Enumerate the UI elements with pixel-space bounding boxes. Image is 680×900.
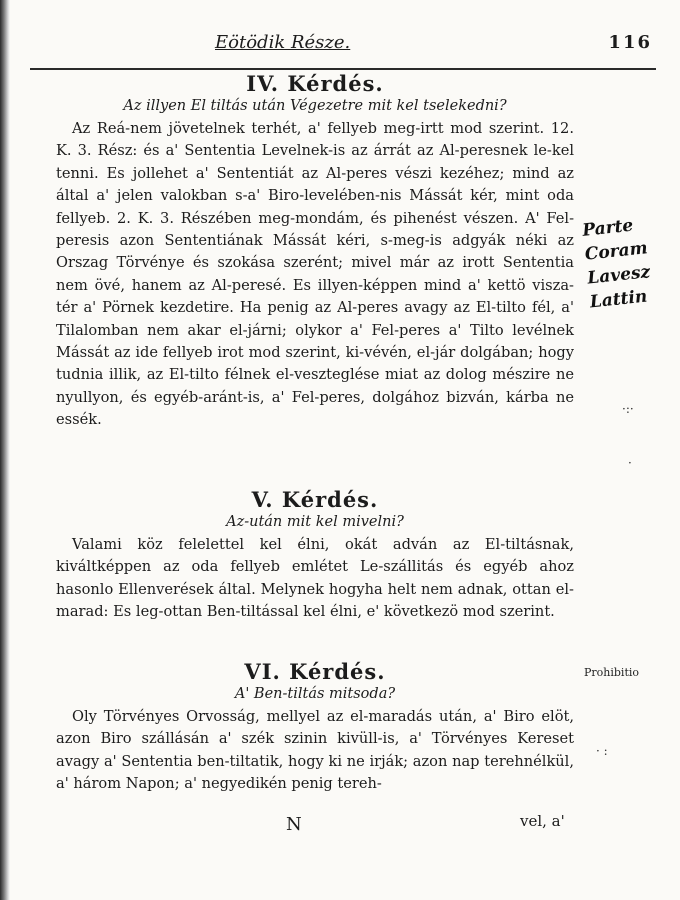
section-iv: [56, 72, 574, 432]
section-vi: [56, 660, 574, 796]
page-number: 116: [608, 32, 652, 53]
section-heading: V. Kérdés.: [251, 487, 379, 512]
page-binding-edge: [0, 0, 10, 900]
section-question: Az illyen El tiltás után Végezetre mit kel tselekedni?: [123, 98, 507, 114]
section-v: [56, 488, 574, 624]
catchword: vel, a': [520, 812, 565, 830]
signature-mark: N: [286, 814, 303, 835]
section-heading: IV. Kérdés.: [246, 71, 384, 96]
section-paragraph: Az Reá-nem jövetelnek terhét, a' fellyeb meg-irtt mod szerint. 12. K. 3. Rész: és a' Sententia Levelnek-is az árrát az Al-peresnek le-kel tenni. Es jollehet a' Sententiát az Al-peres vészi kezéhez; mind az által a' jelen valokban s-a' Biro-levelében-nis Mássát kér, mint oda fellyeb. 2. K. 3. Részében meg-mondám, és pihenést vészen. A' Fel-peresis azon Sententiának Mássát kéri, s-meg-is adgyák néki az Orszag Törvénye és szokása szerént; mivel már az irott Sententia nem övé, hanem az Al-peresé. Es illyen-képpen mind a' kettö visza-tér a' Pörnek kezdetire. Ha penig az Al-peres avagy az El-tilto fél, a' Tilalomban nem akar el-járni; olykor a' Fel-peres a' Tilto levélnek Mássát az ide fellyeb irot mod szerint, ki-vévén, el-jár dolgában; hogy tudnia illik, az El-tilto félnek el-veszteglése miat az dolog mészire ne nyullyon, és egyéb-aránt-is, a' Fel-peres, dolgához bizván, kárba ne essék.: [56, 120, 574, 429]
printed-margin-note: Prohibitio: [584, 666, 640, 679]
ink-speck: ·: [628, 456, 632, 470]
page-header: [30, 30, 656, 66]
running-title: Eötödik Része.: [215, 32, 351, 53]
section-heading: VI. Kérdés.: [244, 659, 386, 684]
ink-speck: · :: [596, 744, 608, 758]
header-rule: [30, 68, 656, 70]
section-question: A' Ben-tiltás mitsoda?: [234, 686, 396, 702]
handwritten-margin-note: Parte Coram Lavesz Lattin: [581, 215, 652, 313]
section-paragraph: Oly Törvényes Orvosság, mellyel az el-maradás után, a' Biro elöt, azon Biro szállásán a' szék szinin kivüll-is, a' Törvényes Kereset avagy a' Sententia ben-tiltatik, hogy ki ne irják; azon nap terehnélkül, a' három Napon; a' negyedikén penig tereh-: [56, 708, 574, 793]
ink-speck: ·:·: [622, 402, 634, 416]
section-question: Az-után mit kel mivelni?: [226, 514, 404, 530]
section-paragraph: Valami köz felelettel kel élni, okát adván az El-tiltásnak, kiváltképpen az oda fellyeb emlétet Le-szállitás és egyéb ahoz hasonlo Ellenverések által. Melynek hogyha helt nem adnak, ottan el-marad: Es leg-ottan Ben-tiltással kel élni, e' következö mod szerint.: [56, 536, 574, 621]
